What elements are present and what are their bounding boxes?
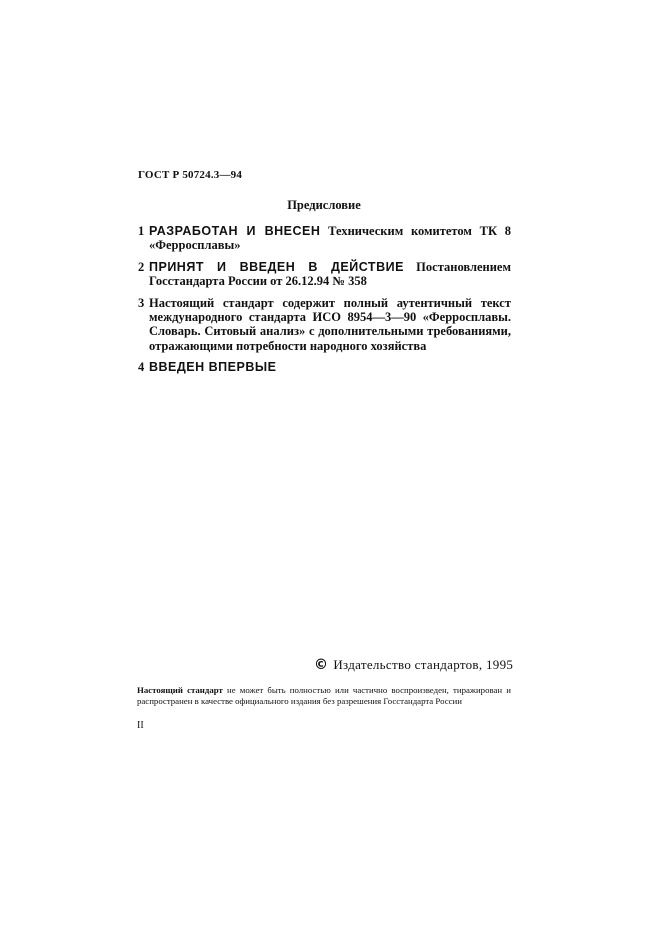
preface-items: [138, 224, 511, 382]
item-body: [149, 224, 511, 253]
copyright-icon: ©: [314, 657, 329, 673]
notice-text: не может быть полностью или частично воспроизведен, тиражирован и распространен в качестве официального издания без разрешения Госстандарта России: [137, 685, 511, 706]
item-body: [149, 296, 511, 354]
item-body: [149, 260, 511, 289]
item-body: [149, 360, 511, 374]
standard-code: ГОСТ Р 50724.3—94: [138, 169, 243, 181]
notice-lead: Настоящий стандарт: [137, 685, 223, 695]
item-text: Техническим комитетом ТК 8 «Ферросплавы»: [149, 224, 512, 253]
page-number: II: [137, 720, 144, 731]
item-text: Постановлением Госстандарта России от 26.12.94 № 358: [149, 259, 511, 289]
item-number: 1: [138, 224, 145, 238]
preface-item: [138, 224, 511, 253]
preface-item: [138, 360, 511, 374]
item-lead: ВВЕДЕН ВПЕРВЫЕ: [149, 360, 277, 375]
preface-item: [138, 296, 511, 354]
preface-title: Предисловие: [287, 198, 361, 212]
item-lead: РАЗРАБОТАН И ВНЕСЕН: [149, 224, 321, 238]
item-lead: ПРИНЯТ И ВВЕДЕН В ДЕЙСТВИЕ: [149, 259, 404, 274]
copyright-line: [314, 657, 513, 673]
item-number: 3: [138, 295, 145, 310]
reproduction-notice: [137, 685, 511, 707]
item-number: 4: [138, 360, 145, 375]
copyright-text: Издательство стандартов, 1995: [333, 657, 514, 672]
item-number: 2: [138, 259, 145, 274]
item-text: Настоящий стандарт содержит полный аутентичный текст международного стандарта ИСО 8954—3—90 «Ферросплавы. Словарь. Ситовый анализ» с дополнительными требованиями, отражающими потребности народного хозяйства: [149, 295, 511, 353]
preface-item: [138, 260, 511, 289]
